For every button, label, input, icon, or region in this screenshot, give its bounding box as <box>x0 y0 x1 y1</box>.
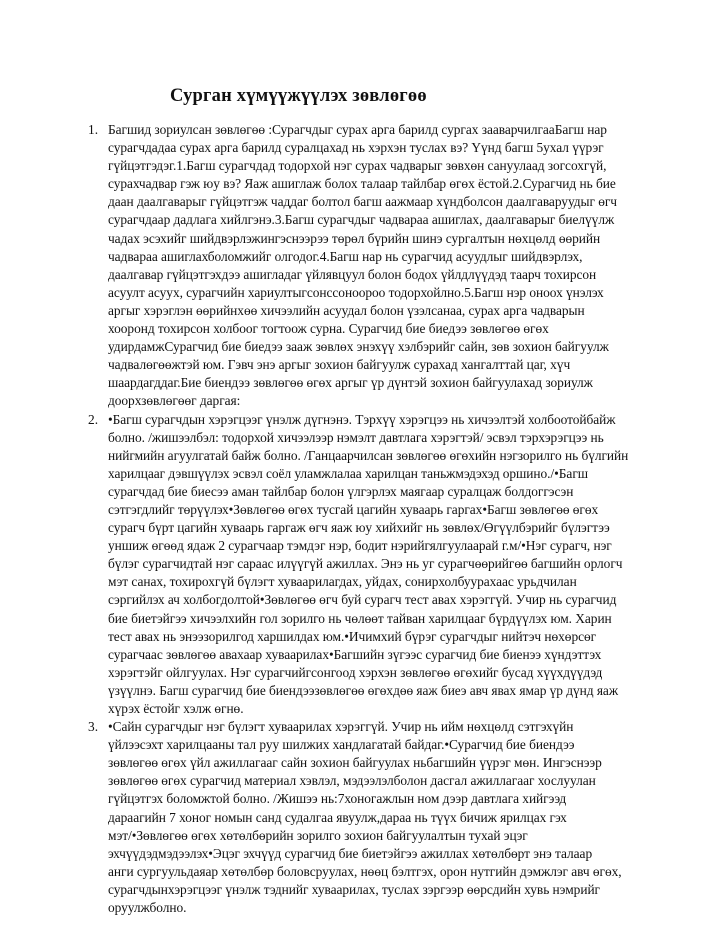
paragraph-line: нийгмийн агуулгатай байж болно. /Ганцаарчилсан зөвлөгөө өгөхийн нэгзорилго нь бүлгийн <box>108 447 629 463</box>
list-item-number: 1. <box>88 122 99 137</box>
paragraph-line: •Сайн сурагчдыг нэг бүлэгт хуваарилах хэрэггүй. Учир нь ийм нөхцөлд сэтгэхүйн <box>108 719 574 735</box>
paragraph-line: даан даалгаварыг гүйцэтгэж чаддаг болтол багш аажмаар хүндболсон даалгаваруудыг өгч <box>108 194 617 210</box>
paragraph-line: сурагчдынхэрэгцээг үнэлж тэднийг хуваарилах, туслах зэргээр өөрсдийн хувь нэмрийг <box>108 881 600 897</box>
paragraph-line: шаардагддаг.Бие биендээ зөвлөгөө өгөх аргыг үр дүнтэй зохион байгуулахад зориулж <box>108 375 593 391</box>
list-item-number: 3. <box>88 719 99 735</box>
paragraph-line: зөвлөгөө өгөх үйл ажиллагааг сайн зохион байгуулах ньбагшийн үүрэг мөн. Ингэснээр <box>108 755 602 771</box>
paragraph-line: аргыг хэрэглэн өөрийнхөө хичээлийн асуудал болон үзэлсанаа, сурах арга чадварын <box>108 302 585 318</box>
list-item-number: 2. <box>88 411 99 427</box>
document-title: Сурган хүмүүжүүлэх зөвлөгөө <box>170 86 427 106</box>
paragraph-line: болно. /жишээлбэл: тодорхой хичээлээр нэмэлт давтлага хэрэгтэй/ эсвэл тэрхэрэгцээ нь <box>108 429 604 445</box>
paragraph-line: оруулжболно. <box>108 900 187 916</box>
paragraph-line: үзүүлнэ. Багш сурагчид бие биендээзөвлөгөө өгөхдөө яаж биеэ авч явах ямар үр дүнд яаж <box>108 682 619 698</box>
paragraph-line: анги сургуульдаяар хөтөлбөр боловсруулах, нөөц бэлтгэх, орон нутгийн дэмжлэг авч өгөх, <box>108 863 622 879</box>
paragraph-line: сурагч бүрт цагийн хуваарь гаргаж өгч яаж юу хийхийг нь зөвлөх/Өгүүлбэрийг бүлэгтээ <box>108 520 610 536</box>
paragraph-line: хооронд тохирсон холбоог тогтоож сурна. Сурагчид бие биедээ зөвлөгөө өгөх <box>108 321 549 337</box>
paragraph-line: хэрэгтэйг ойлгуулах. Нэг сурагчийгсонгоод хэрхэн зөвлөгөө өгөхийг бусад хүүхдүүдэд <box>108 664 603 680</box>
paragraph-line: сэргийлэх ач холбогдолтой•Зөвлөгөө өгч буй сурагч тест авах хэрэггүй. Учир нь сурагчид <box>108 592 617 608</box>
paragraph-line: хүрэх ёстойг хэлж өгнө. <box>108 701 244 716</box>
paragraph-line: мэт/•Зөвлөгөө өгөх хөтөлбөрийн зорилго зохион байгуулалтын тухай эцэг <box>108 827 528 843</box>
paragraph-line: уншиж өгөөд ядаж 2 сурагчаар тэмдэг нэр, бодит нэрийгялгуулаарай г.м/•Нэг сурагч, нэг <box>108 538 612 554</box>
paragraph-line: удирдамжСурагчид бие биедээ зааж зөвлөх энэхүү хэлбэрийг сайн, зөв зохион байгуулж <box>108 339 609 355</box>
paragraph-line: сэтгэгдлийг төрүүлэх•Зөвлөгөө өгөх тусгай цагийн хуваарь гаргах•Багш зөвлөгөө өгөх <box>108 501 599 517</box>
paragraph-line: бие биетэйгээ хичээлхийн гол зорилго нь чөлөөт тайван харилцааг бүрдүүлэх юм. Харин <box>108 610 612 626</box>
paragraph-line: сурагчаас зөвлөгөө авахаар хуваарилах•Багшийн зүгээс сурагчид бие биенээ хүндэттэх <box>108 646 602 662</box>
paragraph-line: доорхзөвлөгөөг даргая: <box>108 393 241 409</box>
paragraph-line: чадвараа ашиглахболомжийг олгодог.4.Багш нар нь сурагчид асуудлыг шийдвэрлэх, <box>108 248 583 264</box>
paragraph-line: даалгавар гүйцэтгэхдээ ашигладаг үйлявцуул болон бодох үйлдлүүдэд таарч тохирсон <box>108 266 597 282</box>
paragraph-line: Багшид зориулсан зөвлөгөө :Сурагчдыг сурах арга барилд сургах зааварчилгааБагш нар <box>108 122 607 137</box>
paragraph-line: асуулт асуух, сурагчийн хариултыгсонссоноороо тодорхойлно.5.Багш нэр оноох үнэлэх <box>108 284 604 300</box>
list-item <box>0 411 728 719</box>
paragraph-line: гүйцэтгэдэг.1.Багш сурагчдад тодорхой нэг сурах чадварыг зөвхөн сануулаад зогсохгүй, <box>108 158 607 174</box>
paragraph-line: эхчүүдэдмэдээлэх•Эцэг эхчүүд сурагчид бие биетэйгээ ажиллах хөтөлбөрт энэ талаар <box>108 845 593 861</box>
paragraph-line: сурагчдадаа сурах арга барилд суралцахад нь хэрхэн туслах вэ? Үүнд багш 5ухал үүрэг <box>108 140 604 156</box>
numbered-list <box>0 121 728 917</box>
paragraph-line: •Багш сурагчдын хэрэгцээг үнэлж дүгнэнэ. Тэрхүү хэрэгцээ нь хичээлтэй холбоотойбайж <box>108 411 616 427</box>
paragraph-line: чадвалөгөөжтэй юм. Гэвч энэ аргыг зохион байгуулж сурахад хангалттай цаг, хүч <box>108 357 571 373</box>
paragraph-line: сурагчдаар дадлага хийлгэнэ.3.Багш сурагчдыг чадвараа ашиглах, даалгаварыг биелүүлж <box>108 212 615 228</box>
paragraph-line: үйлээсэхт харилцааны тал руу шилжих хандлагатай байдаг.•Сурагчид бие биендээ <box>108 737 575 753</box>
paragraph-line: сурагчдад бие биесээ аман тайлбар болон үлгэрлэх маягаар суралцаж болдоггэсэн <box>108 483 574 499</box>
paragraph-line: харилцааг дэвшүүлэх эсвэл соёл уламжлалаа харилцан таньжмэдэхэд оршино./•Багш <box>108 465 589 481</box>
paragraph-line: сурахчадвар гэж юу вэ? Яаж ашиглаж болох талаар тайлбар өгөх ёстой.2.Сурагчид нь бие <box>108 176 616 192</box>
list-item <box>0 718 728 917</box>
paragraph-line: гүйцэтгэх боломжтой болно. /Жишээ нь:7хоногажлын ном дээр давтлага хийгээд <box>108 791 567 807</box>
paragraph-line: чадах эсэхийг шийдвэрлэжингэснээрээ төрөл бүрийн шинэ сургалтын нөхцөлд өөрийн <box>108 230 601 246</box>
paragraph-line: дараагийн 7 хоног номын санд судалгаа явуулж,дараа нь түүх бичиж ярилцах гэх <box>108 809 567 825</box>
paragraph-line: бүлэг сурагчидтай нэг сараас илүүгүй ажиллах. Энэ нь уг сурагчөөрийгөө багшийн орлогч <box>108 556 623 572</box>
paragraph-line: зөвлөгөө өгөх сурагчид материал хэвлэл, мэдээлэлболон дасгал ажиллагааг хослуулан <box>108 773 596 789</box>
paragraph-line: мэт санах, тохирохгүй бүлэгт хуваарилагдах, уйдах, сонирхолбуурахаас урьдчилан <box>108 574 577 590</box>
paragraph-line: тест авах нь энээзорилгод харшилдах юм.•Ичимхий бүрэг сурагчдыг нийтэч нөхөрсөг <box>108 628 597 644</box>
list-item <box>0 121 728 411</box>
